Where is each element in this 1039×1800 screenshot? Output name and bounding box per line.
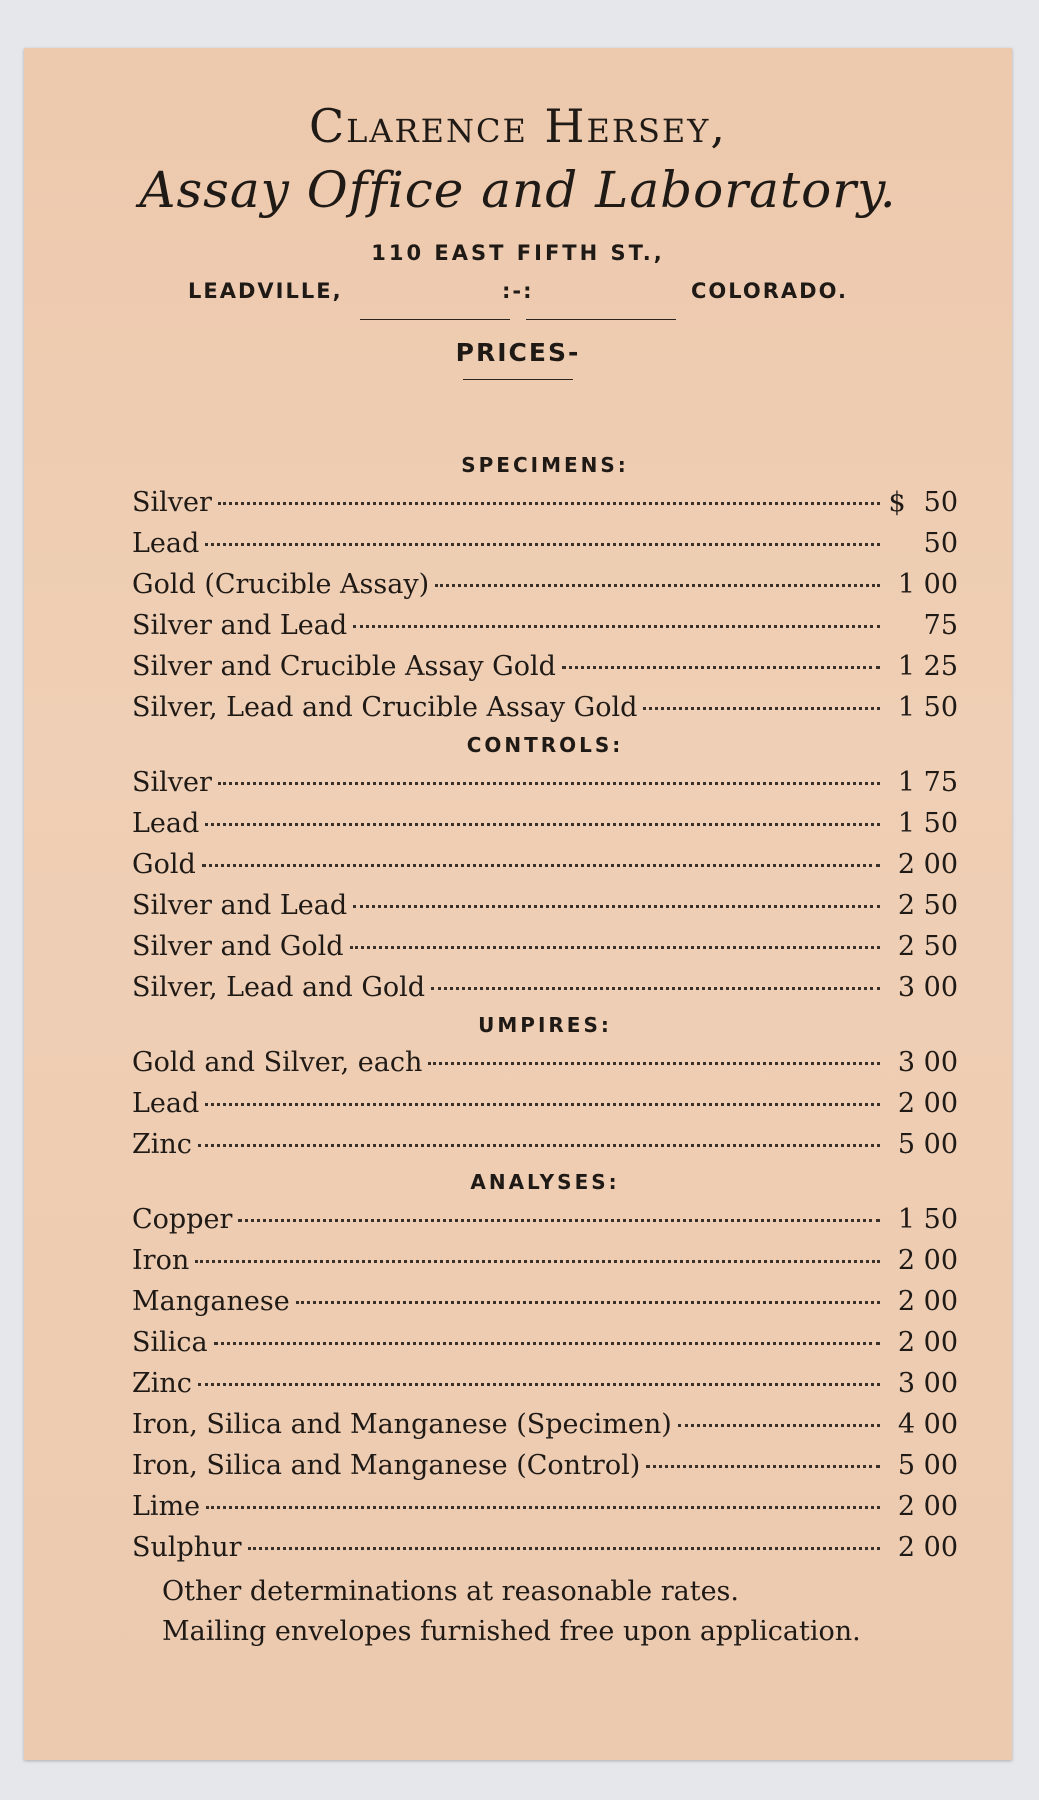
price-amount: 50 bbox=[923, 528, 958, 559]
item-label: Lime bbox=[132, 1491, 201, 1522]
footer-note: Other determinations at reasonable rates. bbox=[162, 1576, 739, 1607]
item-price bbox=[886, 762, 958, 803]
dot-leader bbox=[646, 1465, 880, 1468]
dot-leader bbox=[195, 1260, 880, 1263]
price-amount: 1 25 bbox=[897, 651, 958, 682]
dot-leader bbox=[202, 864, 880, 867]
price-amount: 1 50 bbox=[897, 692, 958, 723]
item-price bbox=[886, 1042, 958, 1083]
price-amount: 2 50 bbox=[897, 890, 958, 921]
price-row bbox=[132, 926, 958, 967]
prices-title: PRICES- bbox=[455, 338, 581, 367]
item-price bbox=[886, 926, 958, 967]
price-row bbox=[132, 967, 958, 1008]
dot-leader bbox=[353, 905, 880, 908]
price-row bbox=[132, 646, 958, 687]
price-row bbox=[132, 1527, 958, 1568]
price-row bbox=[132, 762, 958, 803]
item-price bbox=[886, 1124, 958, 1165]
item-label: Silver and Gold bbox=[132, 931, 344, 962]
price-row bbox=[132, 1322, 958, 1363]
item-price bbox=[886, 885, 958, 926]
header-divider bbox=[24, 319, 1012, 320]
currency-symbol: $ bbox=[888, 487, 906, 518]
item-label: Lead bbox=[132, 808, 200, 839]
dot-leader bbox=[218, 502, 880, 505]
item-label: Copper bbox=[132, 1204, 233, 1235]
price-amount: 2 00 bbox=[897, 1245, 958, 1276]
office-title: Assay Office and Laboratory. bbox=[139, 161, 897, 219]
price-row bbox=[132, 1281, 958, 1322]
section-heading: CONTROLS: bbox=[466, 733, 624, 757]
price-row bbox=[132, 687, 958, 728]
item-label: Silver, Lead and Gold bbox=[132, 972, 426, 1003]
item-label: Iron bbox=[132, 1245, 190, 1276]
price-amount: 1 50 bbox=[897, 808, 958, 839]
section-heading: UMPIRES: bbox=[478, 1013, 612, 1037]
dot-leader bbox=[296, 1301, 880, 1304]
item-label: Lead bbox=[132, 1088, 200, 1119]
item-price bbox=[886, 1486, 958, 1527]
price-amount: 5 00 bbox=[897, 1129, 958, 1160]
item-price bbox=[886, 605, 958, 646]
dot-leader bbox=[643, 707, 880, 710]
item-price bbox=[886, 564, 958, 605]
price-row bbox=[132, 885, 958, 926]
item-label: Lead bbox=[132, 528, 200, 559]
item-price bbox=[886, 687, 958, 728]
dot-leader bbox=[205, 823, 880, 826]
street-address: 110 EAST FIFTH ST., bbox=[371, 241, 665, 265]
item-price bbox=[886, 1445, 958, 1486]
dot-leader bbox=[248, 1547, 881, 1550]
dot-leader bbox=[206, 1506, 880, 1509]
item-price bbox=[886, 1527, 958, 1568]
section-heading: ANALYSES: bbox=[470, 1170, 620, 1194]
item-price bbox=[886, 844, 958, 885]
dot-leader bbox=[205, 1103, 880, 1106]
price-row bbox=[132, 1363, 958, 1404]
proprietor-name: Clarence Hersey, bbox=[308, 99, 728, 153]
dot-leader bbox=[350, 946, 880, 949]
item-label: Silica bbox=[132, 1327, 208, 1358]
item-label: Silver and Lead bbox=[132, 610, 348, 641]
item-label: Sulphur bbox=[132, 1532, 242, 1563]
price-amount: 3 00 bbox=[897, 1047, 958, 1078]
price-amount: 2 00 bbox=[897, 1088, 958, 1119]
city-separator: :-: bbox=[502, 279, 534, 303]
item-price bbox=[886, 523, 958, 564]
price-row bbox=[132, 1042, 958, 1083]
price-row bbox=[132, 1240, 958, 1281]
dot-leader bbox=[678, 1424, 880, 1427]
item-price bbox=[886, 1363, 958, 1404]
price-row bbox=[132, 1083, 958, 1124]
item-label: Gold (Crucible Assay) bbox=[132, 569, 430, 600]
item-label: Zinc bbox=[132, 1368, 192, 1399]
price-amount: 5 00 bbox=[897, 1450, 958, 1481]
card-header bbox=[24, 99, 1012, 380]
item-label: Silver and Crucible Assay Gold bbox=[132, 651, 556, 682]
dot-leader bbox=[435, 584, 880, 587]
item-price bbox=[886, 482, 958, 523]
city-line bbox=[188, 279, 848, 307]
price-amount: 50 bbox=[923, 487, 958, 518]
price-row bbox=[132, 1404, 958, 1445]
price-row bbox=[132, 564, 958, 605]
price-row bbox=[132, 482, 958, 523]
dot-leader bbox=[428, 1062, 880, 1065]
price-amount: 75 bbox=[923, 610, 958, 641]
dot-leader bbox=[214, 1342, 880, 1345]
price-row bbox=[132, 1445, 958, 1486]
footer-note: Mailing envelopes furnished free upon application. bbox=[162, 1616, 861, 1647]
price-amount: 2 00 bbox=[897, 849, 958, 880]
item-label: Silver, Lead and Crucible Assay Gold bbox=[132, 692, 638, 723]
item-label: Silver and Lead bbox=[132, 890, 348, 921]
item-price bbox=[886, 1404, 958, 1445]
dot-leader bbox=[218, 782, 880, 785]
price-row bbox=[132, 523, 958, 564]
price-amount: 1 75 bbox=[897, 767, 958, 798]
dot-leader bbox=[431, 987, 880, 990]
section-heading: SPECIMENS: bbox=[461, 453, 629, 477]
item-price bbox=[886, 803, 958, 844]
price-amount: 2 00 bbox=[897, 1491, 958, 1522]
item-label: Gold and Silver, each bbox=[132, 1047, 423, 1078]
price-amount: 3 00 bbox=[897, 1368, 958, 1399]
price-list-card bbox=[24, 48, 1012, 1760]
price-amount: 1 00 bbox=[897, 569, 958, 600]
price-row bbox=[132, 844, 958, 885]
item-price bbox=[886, 1083, 958, 1124]
item-label: Gold bbox=[132, 849, 196, 880]
dot-leader bbox=[562, 666, 880, 669]
item-price bbox=[886, 646, 958, 687]
item-label: Iron, Silica and Manganese (Control) bbox=[132, 1450, 641, 1481]
dot-leader bbox=[198, 1144, 880, 1147]
price-amount: 4 00 bbox=[897, 1409, 958, 1440]
item-label: Zinc bbox=[132, 1129, 192, 1160]
price-row bbox=[132, 605, 958, 646]
item-price bbox=[886, 967, 958, 1008]
price-row bbox=[132, 1486, 958, 1527]
item-label: Manganese bbox=[132, 1286, 290, 1317]
item-price bbox=[886, 1322, 958, 1363]
price-amount: 2 00 bbox=[897, 1286, 958, 1317]
price-amount: 2 00 bbox=[897, 1327, 958, 1358]
price-amount: 1 50 bbox=[897, 1204, 958, 1235]
price-amount: 2 50 bbox=[897, 931, 958, 962]
price-amount: 3 00 bbox=[897, 972, 958, 1003]
prices-divider bbox=[463, 379, 573, 380]
dot-leader bbox=[353, 625, 880, 628]
item-price bbox=[886, 1199, 958, 1240]
price-row bbox=[132, 803, 958, 844]
item-label: Iron, Silica and Manganese (Specimen) bbox=[132, 1409, 672, 1440]
price-amount: 2 00 bbox=[897, 1532, 958, 1563]
dot-leader bbox=[238, 1219, 880, 1222]
dot-leader bbox=[205, 543, 880, 546]
city: LEADVILLE, bbox=[188, 279, 343, 303]
dot-leader bbox=[198, 1383, 880, 1386]
item-price bbox=[886, 1281, 958, 1322]
item-label: Silver bbox=[132, 487, 212, 518]
state: COLORADO. bbox=[691, 279, 848, 303]
price-row bbox=[132, 1124, 958, 1165]
item-price bbox=[886, 1240, 958, 1281]
price-list bbox=[132, 448, 958, 1652]
price-row bbox=[132, 1199, 958, 1240]
item-label: Silver bbox=[132, 767, 212, 798]
